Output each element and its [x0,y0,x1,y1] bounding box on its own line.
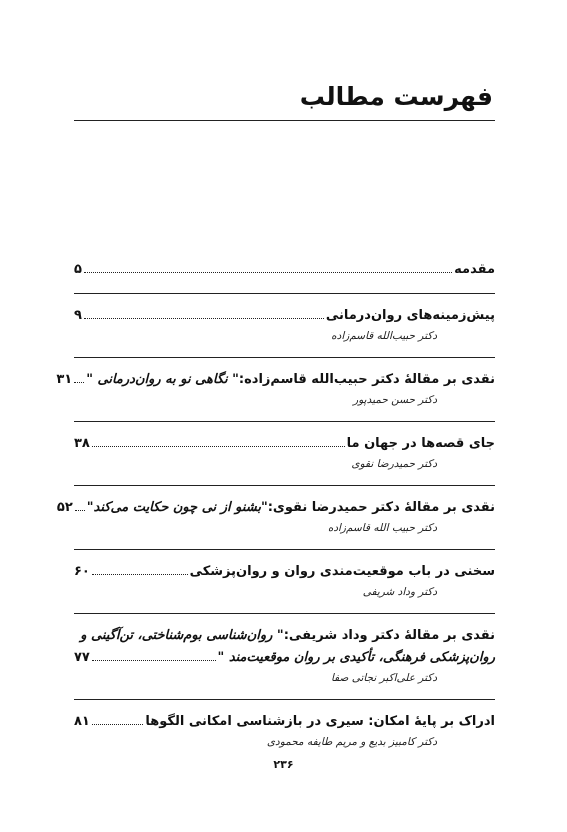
entry-title: مقدمه [454,262,495,277]
title-rule [74,120,495,121]
dot-leader [92,724,143,725]
entry-title: نقدی بر مقالهٔ دکتر حبیب‌الله قاسم‌زاده: [238,372,495,387]
toc-line[interactable] [56,500,495,522]
dot-leader [92,660,216,661]
page-number: ۲۳۶ [273,758,294,771]
table-of-contents [56,262,495,754]
entry-title: ادراک بر پایهٔ امکان: سیری در بازشناسی امکانی الگوها [145,714,495,729]
toc-entry [74,436,495,486]
toc-line-continued[interactable] [74,650,495,672]
separator [74,613,495,614]
entry-author: دکتر علی‌اکبر نجاتی صفا [330,672,437,684]
page-ref: ۳۸ [74,436,90,451]
entry-title: جای قصه‌ها در جهان ما [346,436,495,451]
page-ref: ۹ [74,308,82,323]
entry-title: نقدی بر مقالهٔ دکتر وداد شریفی: [283,628,495,643]
dot-leader [84,272,452,273]
entry-title: سخنی در باب موقعیت‌مندی روان و روان‌پزشکی [189,564,495,579]
toc-entry [74,308,495,358]
toc-line[interactable] [74,308,495,330]
dot-leader [84,318,324,319]
page-title: فهرست مطالب [299,82,493,111]
entry-author: دکتر کامبیز بدیع و مریم طایفه محمودی [266,736,437,748]
separator [74,485,495,486]
separator [74,357,495,358]
entry-title: پیش‌زمینه‌های روان‌درمانی [325,308,495,323]
dot-leader [92,574,188,575]
toc-line[interactable] [74,436,495,458]
toc-entry [56,500,495,550]
toc-entry [74,628,495,700]
toc-line[interactable] [74,262,495,284]
entry-author: دکتر حمیدرضا نقوی [351,458,437,470]
dot-leader [92,446,345,447]
entry-author: دکتر حبیب الله قاسم‌زاده [327,522,437,534]
entry-author: دکتر حسن حمیدپور [353,394,437,406]
entry-title: نقدی بر مقالهٔ دکتر حمیدرضا نقوی: [267,500,495,515]
dot-leader [75,510,85,511]
entry-title-italic-line2: روان‌پزشکی فرهنگی، تأکیدی بر روان موقعیت‌مند " [217,650,495,665]
toc-line[interactable] [74,564,495,586]
toc-entry [74,714,495,754]
entry-title-italic: " نگاهی نو به روان‌درمانی " [86,372,239,387]
page-ref: ۵ [74,262,82,277]
separator [74,699,495,700]
entry-title-italic: "بشنو از نی چون حکایت می‌کند" [86,500,268,515]
entry-title-italic: " روان‌شناسی بوم‌شناختی، تن‌آگینی و [80,628,284,643]
toc-line[interactable] [56,372,495,394]
toc-entry [56,372,495,422]
page-ref: ۵۲ [56,500,73,515]
entry-author: دکتر وداد شریفی [362,586,437,598]
page-ref: ۶۰ [74,564,90,579]
separator [74,421,495,422]
page-ref: ۷۷ [74,650,90,665]
entry-author: دکتر حبیب‌الله قاسم‌زاده [331,330,437,342]
separator [74,293,495,294]
toc-entry [74,262,495,294]
toc-entry [74,564,495,614]
page-ref: ۳۱ [56,372,73,387]
dot-leader [74,382,84,383]
page-ref: ۸۱ [74,714,90,729]
toc-line[interactable] [74,628,495,650]
separator [74,549,495,550]
toc-line[interactable] [74,714,495,736]
